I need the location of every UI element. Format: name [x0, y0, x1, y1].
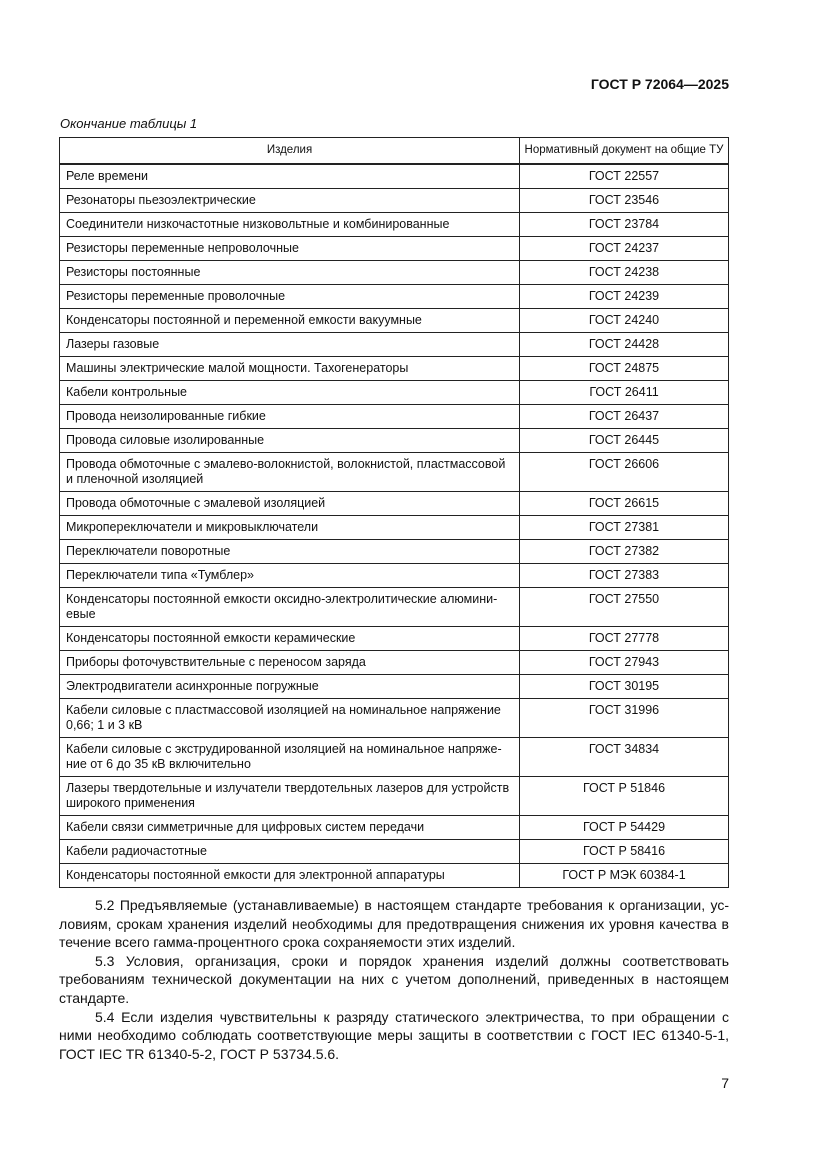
standard-cell: ГОСТ Р 58416 [520, 840, 729, 864]
table-row [60, 777, 729, 816]
table-row [60, 816, 729, 840]
table-row [60, 627, 729, 651]
standard-cell: ГОСТ 31996 [520, 699, 729, 738]
table-row [60, 564, 729, 588]
standard-cell: ГОСТ 27778 [520, 627, 729, 651]
table-row [60, 213, 729, 237]
product-cell: Провода обмоточные с эмалевой изоляцией [60, 492, 520, 516]
product-cell: Микропереключатели и микровыключатели [60, 516, 520, 540]
product-cell: Реле времени [60, 164, 520, 189]
paragraph-5-2: 5.2 Предъявляемые (устанавливаемые) в настоящем стандарте требования к организации, условиям, срокам хранения изделий необходимы для предотвращения снижения их уровня качества в течение всего гамма-процентного срока сохраняемости этих изделий. [59, 897, 729, 951]
table-row [60, 309, 729, 333]
standard-cell: ГОСТ 22557 [520, 164, 729, 189]
table-row [60, 699, 729, 738]
table-header-row [60, 138, 729, 165]
table-row [60, 381, 729, 405]
table-row [60, 429, 729, 453]
table-row [60, 588, 729, 627]
paragraph-5-4: 5.4 Если изделия чувствительны к разряду статического электричества, то при обращении с ними необходимо соблюдать соответствующие меры защиты в соответствии с ГОСТ IEC 61340-5-1, ГОСТ IEC TR 61340-5-2, ГОСТ Р 53734.5.6. [59, 1008, 729, 1062]
product-cell: Конденсаторы постоянной и переменной емкости вакуумные [60, 309, 520, 333]
standard-cell: ГОСТ 24240 [520, 309, 729, 333]
product-cell: Лазеры газовые [60, 333, 520, 357]
table-row [60, 516, 729, 540]
standard-cell: ГОСТ 24237 [520, 237, 729, 261]
product-cell: Переключатели поворотные [60, 540, 520, 564]
product-cell: Переключатели типа «Тумблер» [60, 564, 520, 588]
table-row [60, 285, 729, 309]
standard-cell: ГОСТ Р 54429 [520, 816, 729, 840]
table-row [60, 840, 729, 864]
document-id: ГОСТ Р 72064—2025 [590, 76, 729, 92]
product-cell: Кабели связи симметричные для цифровых систем передачи [60, 816, 520, 840]
product-cell: Машины электрические малой мощности. Тахогенераторы [60, 357, 520, 381]
standard-cell: ГОСТ 26606 [520, 453, 729, 492]
table-caption: Окончание таблицы 1 [60, 116, 198, 131]
table-row [60, 405, 729, 429]
standard-cell: ГОСТ 27382 [520, 540, 729, 564]
standard-cell: ГОСТ 27943 [520, 651, 729, 675]
product-cell: Кабели силовые с пластмассовой изоляцией на номинальное напряжение 0,66; 1 и 3 кВ [60, 699, 520, 738]
table-row [60, 333, 729, 357]
table-row [60, 492, 729, 516]
standard-cell: ГОСТ Р МЭК 60384-1 [520, 864, 729, 888]
product-cell: Конденсаторы постоянной емкости оксидно-электролитические алюмини- евые [60, 588, 520, 627]
paragraph-5-3: 5.3 Условия, организация, сроки и порядок хранения изделий должны соответствовать требованиям технической документации на них с учетом дополнений, приведенных в настоящем стандарте. [59, 952, 729, 1006]
standard-cell: ГОСТ 27383 [520, 564, 729, 588]
product-cell: Провода силовые изолированные [60, 429, 520, 453]
product-cell: Конденсаторы постоянной емкости для электронной аппаратуры [60, 864, 520, 888]
table-row [60, 164, 729, 189]
product-cell: Кабели контрольные [60, 381, 520, 405]
body-text [59, 896, 729, 1063]
table-row [60, 738, 729, 777]
standard-cell: ГОСТ Р 51846 [520, 777, 729, 816]
standard-cell: ГОСТ 26445 [520, 429, 729, 453]
product-cell: Соединители низкочастотные низковольтные и комбинированные [60, 213, 520, 237]
standard-cell: ГОСТ 27381 [520, 516, 729, 540]
standard-cell: ГОСТ 24238 [520, 261, 729, 285]
product-cell: Конденсаторы постоянной емкости керамические [60, 627, 520, 651]
product-cell: Электродвигатели асинхронные погружные [60, 675, 520, 699]
product-cell: Кабели радиочастотные [60, 840, 520, 864]
table-row [60, 864, 729, 888]
product-cell: Резисторы постоянные [60, 261, 520, 285]
standard-cell: ГОСТ 24239 [520, 285, 729, 309]
standard-cell: ГОСТ 30195 [520, 675, 729, 699]
page-number: 7 [721, 1075, 729, 1092]
table-row [60, 261, 729, 285]
standard-cell: ГОСТ 27550 [520, 588, 729, 627]
table-row [60, 237, 729, 261]
table-row [60, 453, 729, 492]
standard-cell: ГОСТ 26437 [520, 405, 729, 429]
column-header-document: Нормативный документ на общие ТУ [520, 138, 729, 165]
product-cell: Резонаторы пьезоэлектрические [60, 189, 520, 213]
product-cell: Провода неизолированные гибкие [60, 405, 520, 429]
product-cell: Приборы фоточувствительные с переносом заряда [60, 651, 520, 675]
standard-cell: ГОСТ 26411 [520, 381, 729, 405]
table-row [60, 540, 729, 564]
standard-cell: ГОСТ 24428 [520, 333, 729, 357]
table-row [60, 357, 729, 381]
table-row [60, 189, 729, 213]
standards-table [59, 137, 729, 888]
standard-cell: ГОСТ 23546 [520, 189, 729, 213]
product-cell: Резисторы переменные проволочные [60, 285, 520, 309]
standard-cell: ГОСТ 34834 [520, 738, 729, 777]
product-cell: Провода обмоточные с эмалево-волокнистой, волокнистой, пластмассовой и пленочной изоляцией [60, 453, 520, 492]
standard-cell: ГОСТ 23784 [520, 213, 729, 237]
column-header-products: Изделия [60, 138, 520, 165]
product-cell: Кабели силовые с экструдированной изоляцией на номинальное напряже- ние от 6 до 35 кВ включительно [60, 738, 520, 777]
standard-cell: ГОСТ 24875 [520, 357, 729, 381]
product-cell: Лазеры твердотельные и излучатели твердотельных лазеров для устройств широкого применения [60, 777, 520, 816]
table-row [60, 675, 729, 699]
table-row [60, 651, 729, 675]
standard-cell: ГОСТ 26615 [520, 492, 729, 516]
product-cell: Резисторы переменные непроволочные [60, 237, 520, 261]
